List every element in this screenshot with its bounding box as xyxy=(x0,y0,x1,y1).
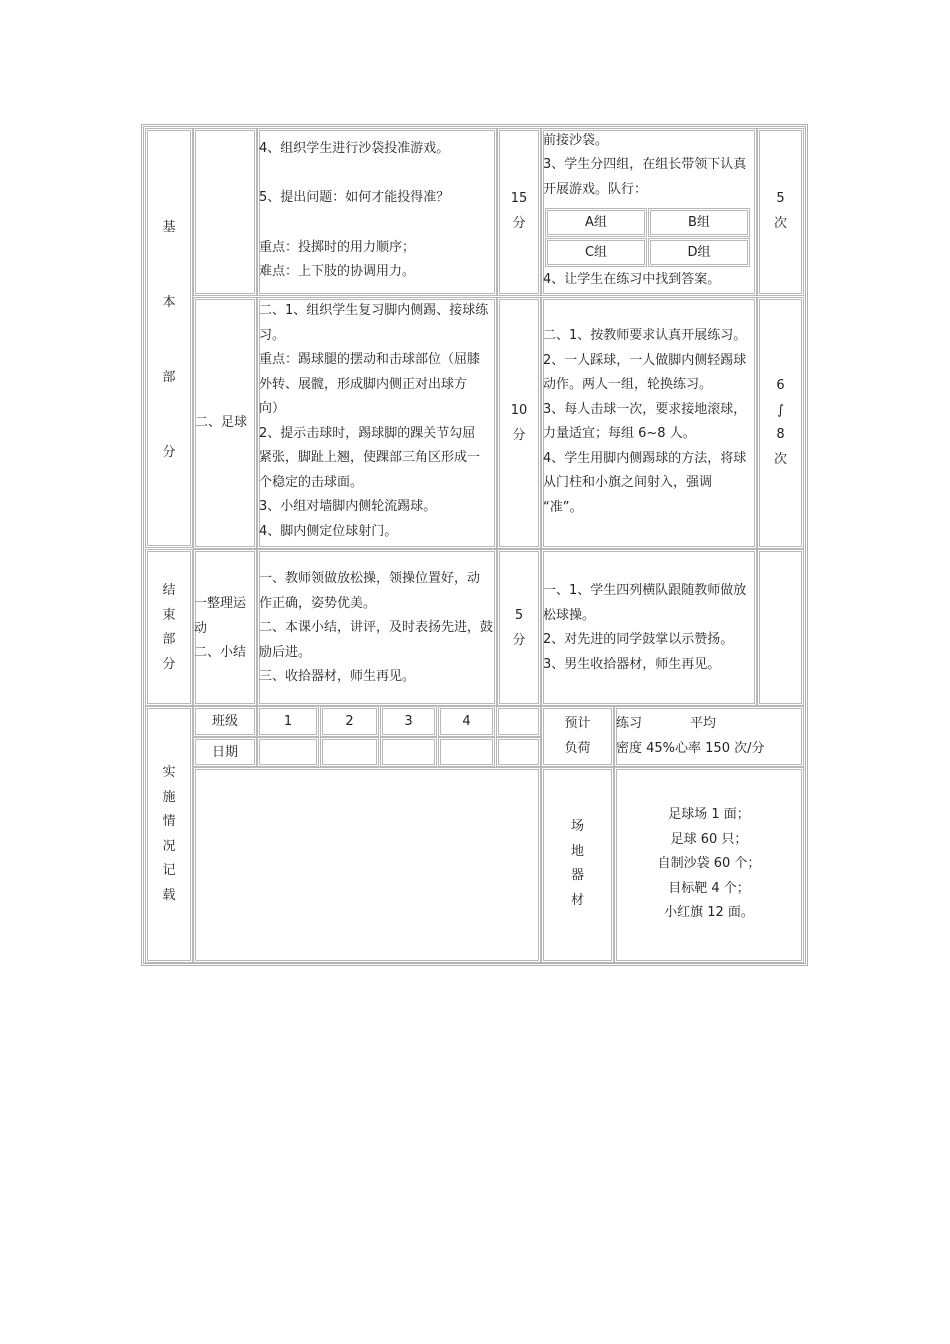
group-c-cell: C组 xyxy=(545,238,647,267)
row3-teacher-text: 一、教师领做放松操，领操位置好，动 作正确，姿势优美。 二、本课小结，讲评，及时表扬先进，鼓 励后进。 三、收拾器材，师生再见。 xyxy=(259,571,494,684)
class-cell: 1 xyxy=(257,706,319,737)
venue-label: 场 地 器 材 xyxy=(570,819,584,908)
class-cell: 2 xyxy=(320,706,379,737)
row1-student-line: 4、让学生在练习中找到答案。 xyxy=(543,272,721,287)
row1-teacher-line: 5、提出问题：如何才能投得准？ xyxy=(259,190,450,205)
equipment-list: 足球场 1 面； 足球 60 只； 自制沙袋 60 个； 目标靶 4 个； 小红旗 12 面。 xyxy=(657,807,761,920)
group-d-cell: D组 xyxy=(648,238,750,267)
row3-content: 一整理运 动 二、小结 xyxy=(194,596,247,660)
load-label: 预计 负荷 xyxy=(564,716,591,756)
row1-count: 5 次 xyxy=(773,191,787,231)
row1-student-line: 前接沙袋。 xyxy=(543,133,609,148)
row1-student-line: 3、学生分四组，在组长带领下认真 xyxy=(543,157,747,172)
record-notes-cell xyxy=(193,767,541,963)
row2-teacher-text: 二、1、组织学生复习脚内侧踢、接球练 习。 重点：踢球腿的摆动和击球部位（屈膝 外转、展髋，形成脚内侧正对出球方 向） 2、提示击球时，踢球脚的踝关节勾屈 紧张，脚趾上翘，使踝部三角区形成一 个稳定的击球面。 3、小组对墙脚内侧轮流踢球。 4、脚内侧定位球射门。 xyxy=(259,303,489,539)
load-value: 练习 平均 密度 45%心率 150 次/分 xyxy=(616,716,765,756)
date-cell xyxy=(380,737,437,767)
date-label-cell: 日期 xyxy=(193,737,257,767)
date-cell xyxy=(257,737,319,767)
class-label-cell: 班级 xyxy=(193,706,257,737)
group-a-cell: A组 xyxy=(545,208,647,237)
date-cell xyxy=(496,737,541,767)
row1-student-line: 开展游戏。队行： xyxy=(543,182,648,197)
date-cell xyxy=(320,737,379,767)
record-section-label: 实 施 情 况 记 载 xyxy=(162,765,176,903)
row1-content-cell xyxy=(193,128,257,296)
row1-teacher-line: 重点：投掷时的用力顺序； xyxy=(259,240,416,255)
class-cell: 3 xyxy=(380,706,437,737)
row3-student-text: 一、1、学生四列横队跟随教师做放 松球操。 2、对先进的同学鼓掌以示赞扬。 3、男生收拾器材，师生再见。 xyxy=(543,583,747,672)
row2-count: 6 ∫ 8 次 xyxy=(773,378,787,467)
row3-time: 5 分 xyxy=(512,608,526,648)
row2-student-text: 二、1、按教师要求认真开展练习。 2、一人踩球，一人做脚内侧轻踢球 动作。两人一组，轮换练习。 3、每人击球一次，要求接地滚球， 力量适宜；每组 6~8 人。 4、学生用脚内侧踢球的方法，将球 从门柱和小旗之间射入，强调 “准”。 xyxy=(543,328,747,515)
basic-section-label: 基 本 部 分 xyxy=(162,220,176,460)
group-b-cell: B组 xyxy=(648,208,750,237)
row2-time: 10 分 xyxy=(510,403,528,443)
row1-teacher-line: 难点：上下肢的协调用力。 xyxy=(259,264,416,279)
row2-content: 二、足球 xyxy=(195,415,248,430)
end-section-label: 结 束 部 分 xyxy=(162,583,176,672)
row1-teacher-line: 4、组织学生进行沙袋投准游戏。 xyxy=(259,141,450,156)
class-cell-empty xyxy=(496,706,541,737)
class-cell: 4 xyxy=(438,706,495,737)
date-cell xyxy=(438,737,495,767)
row3-count-cell xyxy=(757,549,804,706)
row1-time: 15 分 xyxy=(510,191,528,231)
